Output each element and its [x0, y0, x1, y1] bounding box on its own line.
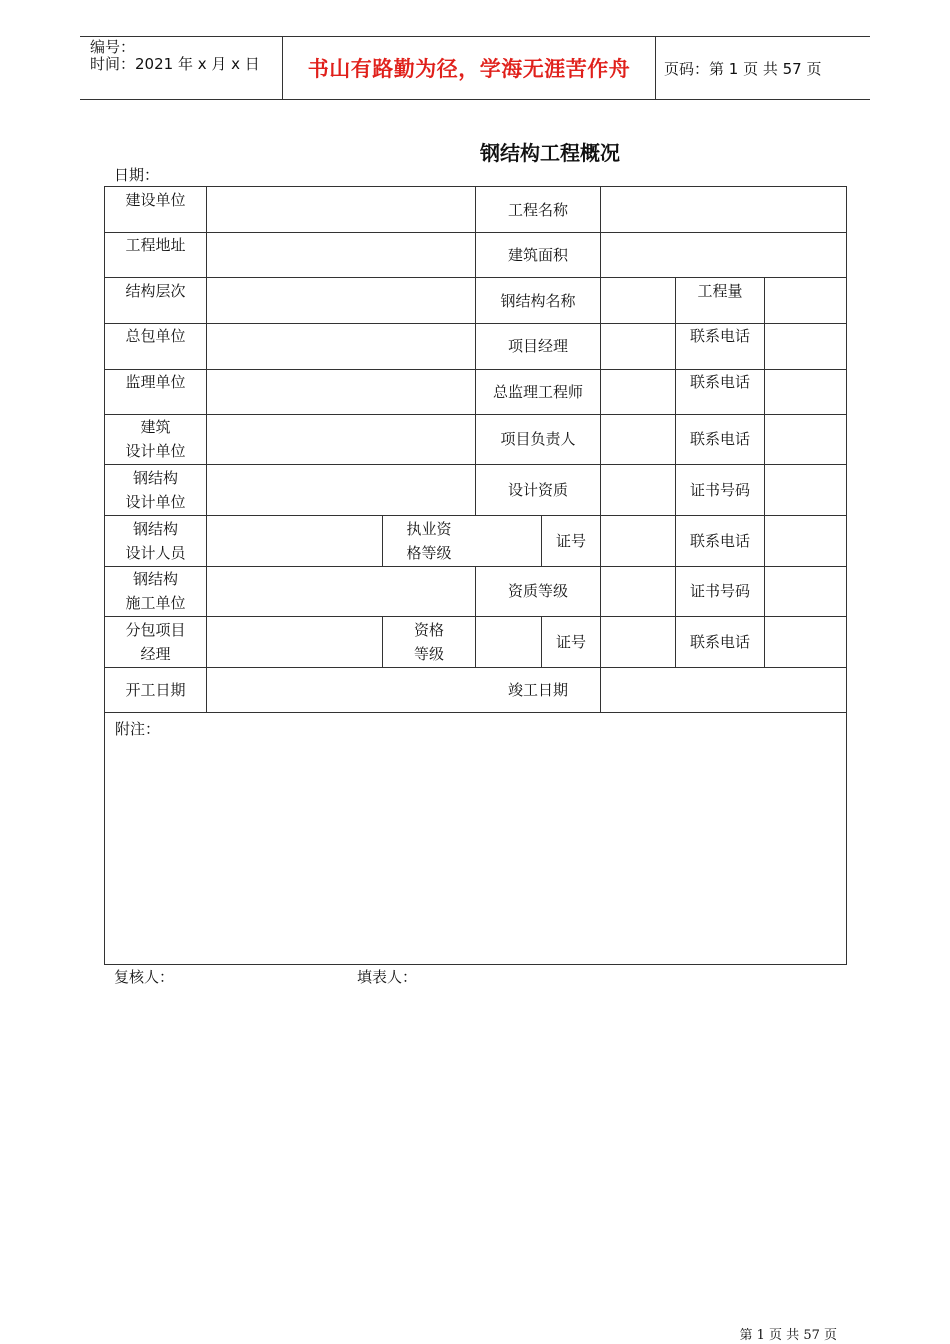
label-license-grade: [383, 517, 475, 565]
label-quantity: 工程量: [697, 282, 743, 300]
label-cert-no: 证号: [555, 532, 586, 550]
date-label: 日期：: [114, 166, 160, 184]
label-arch-design-unit: [105, 415, 206, 463]
label-line: 施工单位: [125, 594, 186, 612]
col-divider: [764, 277, 765, 667]
label-line: 钢结构: [132, 469, 178, 487]
doc-time-label: 时间：2021 年 x 月 x 日: [90, 55, 260, 73]
label-line: 经理: [140, 645, 171, 663]
page-footer: 第 1 页 共 57 页: [739, 1328, 837, 1343]
label-notes: 附注：: [115, 720, 161, 738]
label-line: 设计单位: [125, 442, 186, 460]
label-project-name: 工程名称: [507, 201, 568, 219]
label-qual-grade: [383, 618, 475, 666]
label-qualification-grade: 资质等级: [507, 582, 568, 600]
label-cert-number: 证书号码: [689, 582, 750, 600]
label-structure-levels: 结构层次: [125, 282, 186, 300]
label-start-date: 开工日期: [125, 681, 186, 699]
label-line: 等级: [413, 645, 444, 663]
label-contact-phone: 联系电话: [689, 430, 750, 448]
label-line: 设计单位: [125, 493, 186, 511]
label-steel-construct-unit: [105, 567, 206, 615]
header-doc-info: [80, 37, 283, 99]
label-contact-phone: 联系电话: [689, 532, 750, 550]
label-building-area: 建筑面积: [507, 246, 568, 264]
header-motto-cell: [283, 37, 656, 99]
label-steel-design-unit: [105, 466, 206, 514]
row-divider: [105, 667, 846, 668]
label-line: 钢结构: [132, 520, 178, 538]
label-line: 执业资: [406, 520, 452, 538]
doc-code-label: 编号：: [90, 38, 136, 56]
row-divider: [105, 515, 846, 516]
label-build-unit: 建设单位: [125, 191, 186, 209]
label-line: 设计人员: [125, 544, 186, 562]
label-contact-phone: 联系电话: [689, 373, 750, 391]
label-project-manager: 项目经理: [507, 337, 568, 355]
filler-label: 填表人：: [357, 968, 418, 986]
label-line: 格等级: [406, 544, 452, 562]
label-sub-manager: [105, 618, 206, 666]
label-design-qualification: 设计资质: [507, 481, 568, 499]
header-motto: 书山有路勤为径，学海无涯苦作舟: [307, 56, 631, 81]
label-steel-name: 钢结构名称: [500, 292, 576, 310]
reviewer-label: 复核人：: [114, 968, 175, 986]
page-header: [80, 36, 870, 100]
label-finish-date: 竣工日期: [507, 681, 568, 699]
label-contact-phone: 联系电话: [689, 327, 750, 345]
label-line: 建筑: [140, 418, 171, 436]
col-divider: [206, 187, 207, 712]
label-project-address: 工程地址: [125, 236, 186, 254]
label-supervision-unit: 监理单位: [125, 373, 186, 391]
label-cert-no: 证号: [555, 633, 586, 651]
label-contact-phone: 联系电话: [689, 633, 750, 651]
label-line: 钢结构: [132, 570, 178, 588]
label-steel-designer: [105, 517, 206, 565]
label-chief-supervisor: 总监理工程师: [492, 383, 583, 401]
label-cert-number: 证书号码: [689, 481, 750, 499]
label-line: 资格: [413, 621, 444, 639]
col-divider: [600, 187, 601, 712]
row-divider: [105, 712, 846, 713]
label-general-contractor: 总包单位: [125, 327, 186, 345]
label-project-leader: 项目负责人: [500, 430, 576, 448]
page-title: 钢结构工程概况: [480, 141, 620, 165]
header-page-info: 页码：第 1 页 共 57 页: [664, 59, 822, 78]
label-line: 分包项目: [125, 621, 186, 639]
steel-structure-form: [104, 186, 847, 965]
